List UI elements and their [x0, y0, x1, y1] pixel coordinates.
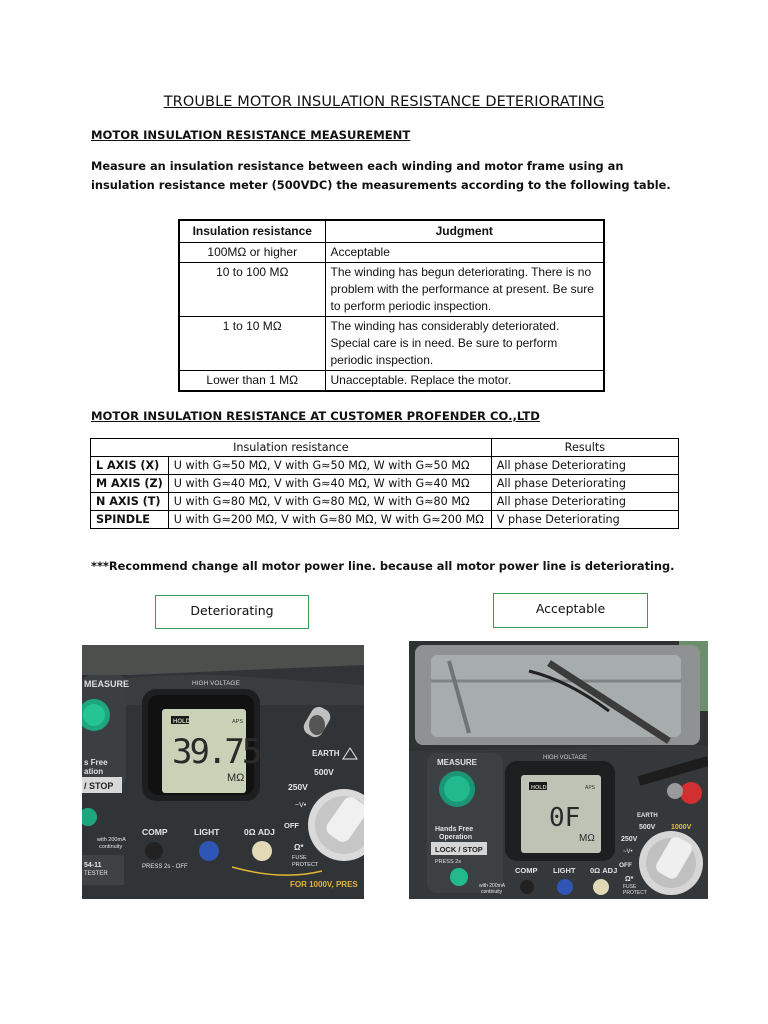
judgment-cell: Unacceptable. Replace the motor. [325, 371, 604, 392]
1000v-label: 1000V [671, 824, 692, 831]
judgment-cell: The winding has begun deteriorating. There is no problem with the performance at present. Be sure to perform periodic inspection. [325, 263, 604, 317]
zero-adj-label: 0Ω ADJ [244, 827, 275, 837]
operation-label: ation [84, 767, 104, 776]
measurement-instructions: Measure an insulation resistance between each winding and motor frame using an insulation resistance meter (500VDC) the measurements according to the following table. [91, 159, 671, 192]
resistance-cell: 10 to 100 MΩ [179, 263, 325, 317]
250v-label: 250V [621, 836, 638, 843]
recommendation-text: ***Recommend change all motor power line. because all motor power line is deteriorating. [91, 559, 675, 573]
lock-stop-label: LOCK / STOP [435, 845, 483, 854]
table-row [91, 511, 679, 529]
judgment-table [178, 219, 605, 392]
table-row [91, 493, 679, 511]
measure-label: MEASURE [437, 758, 478, 767]
stop-label: / STOP [84, 781, 114, 791]
deteriorating-meter-photo [82, 645, 364, 899]
500v-label: 500V [314, 767, 334, 777]
model-label: 54-11 [84, 862, 102, 869]
off-label: OFF [619, 862, 632, 869]
hands-free-label: Hands Free [435, 826, 474, 833]
table-row [91, 475, 679, 493]
500v-label: 500V [639, 824, 656, 831]
v-label: ~V• [295, 802, 307, 809]
ohm-label: Ω* [294, 843, 304, 852]
ohm-label: Ω* [625, 876, 634, 883]
header-judgment: Judgment [325, 220, 604, 243]
press-label: PRESS 2s [435, 859, 461, 865]
operation-label: Operation [439, 834, 473, 841]
press-off-label: PRESS 2s - OFF [142, 864, 188, 870]
continuity-label: with 200mA [97, 837, 126, 843]
hold-indicator: HOLD [531, 785, 547, 791]
section-heading-measurement: MOTOR INSULATION RESISTANCE MEASUREMENT [91, 128, 411, 142]
deteriorating-label: Deteriorating [155, 595, 309, 629]
1000v-notice: FOR 1000V, PRES [290, 880, 358, 889]
axis-cell: N AXIS (T) [91, 493, 169, 511]
axis-cell: M AXIS (Z) [91, 475, 169, 493]
fuse-label: FUSE [623, 884, 637, 890]
earth-label: EARTH [312, 749, 340, 758]
zero-adj-label: 0Ω ADJ [590, 866, 618, 875]
off-label: OFF [284, 821, 299, 830]
header-results: Results [491, 439, 678, 457]
acceptable-meter-photo [409, 641, 708, 899]
comp-label: COMP [142, 827, 168, 837]
light-label: LIGHT [553, 866, 576, 875]
aps-indicator: APS [585, 785, 596, 791]
high-voltage-label: HIGH VOLTAGE [192, 680, 240, 687]
header-insulation-resistance: Insulation resistance [91, 439, 492, 457]
resistance-cell: Lower than 1 MΩ [179, 371, 325, 392]
judgment-cell: The winding has considerably deteriorated. Special care is in need. Be sure to perform periodic inspection. [325, 317, 604, 371]
resistance-cell: U with G≈80 MΩ, V with G≈80 MΩ, W with G≈80 MΩ [168, 493, 491, 511]
resistance-cell: 1 to 10 MΩ [179, 317, 325, 371]
document-title: TROUBLE MOTOR INSULATION RESISTANCE DETERIORATING [163, 94, 605, 110]
table-row [179, 263, 604, 317]
result-cell: All phase Deteriorating [491, 475, 678, 493]
fuse-label: FUSE [292, 855, 307, 861]
high-voltage-label: HIGH VOLTAGE [543, 755, 588, 761]
continuity-label-2: continuity [99, 844, 123, 850]
tester-label: TESTER [84, 871, 108, 877]
v-label: ~V• [623, 849, 633, 855]
header-insulation-resistance: Insulation resistance [179, 220, 325, 243]
measure-label: MEASURE [84, 679, 130, 689]
resistance-cell: U with G≈40 MΩ, V with G≈40 MΩ, W with G≈40 MΩ [168, 475, 491, 493]
meter-unit: MΩ [579, 833, 595, 844]
table-row [179, 243, 604, 263]
result-cell: V phase Deteriorating [491, 511, 678, 529]
result-cell: All phase Deteriorating [491, 457, 678, 475]
continuity-label: with 200mA [479, 883, 506, 889]
resistance-cell: U with G≈200 MΩ, V with G≈80 MΩ, W with G≈200 MΩ [168, 511, 491, 529]
acceptable-label: Acceptable [493, 593, 648, 628]
judgment-cell: Acceptable [325, 243, 604, 263]
hold-indicator: HOLD [173, 719, 190, 725]
result-cell: All phase Deteriorating [491, 493, 678, 511]
protect-label: PROTECT [292, 862, 319, 868]
comp-label: COMP [515, 866, 538, 875]
protect-label: PROTECT [623, 890, 647, 896]
axis-cell: SPINDLE [91, 511, 169, 529]
250v-label: 250V [288, 782, 308, 792]
axis-cell: L AXIS (X) [91, 457, 169, 475]
continuity-label-2: continuity [481, 889, 503, 895]
earth-label: EARTH [637, 813, 658, 819]
meter-reading: 0F [549, 803, 581, 833]
aps-indicator: APS [232, 719, 244, 725]
table-row [179, 371, 604, 392]
section-heading-customer: MOTOR INSULATION RESISTANCE AT CUSTOMER PROFENDER CO.,LTD [91, 409, 540, 423]
table-row [91, 457, 679, 475]
customer-results-table [90, 438, 679, 529]
meter-unit: MΩ [227, 772, 245, 784]
resistance-cell: U with G≈50 MΩ, V with G≈50 MΩ, W with G≈50 MΩ [168, 457, 491, 475]
resistance-cell: 100MΩ or higher [179, 243, 325, 263]
light-label: LIGHT [194, 827, 220, 837]
hands-free-label: s Free [84, 758, 108, 767]
table-row [179, 317, 604, 371]
meter-reading: 39.75 [172, 732, 260, 772]
